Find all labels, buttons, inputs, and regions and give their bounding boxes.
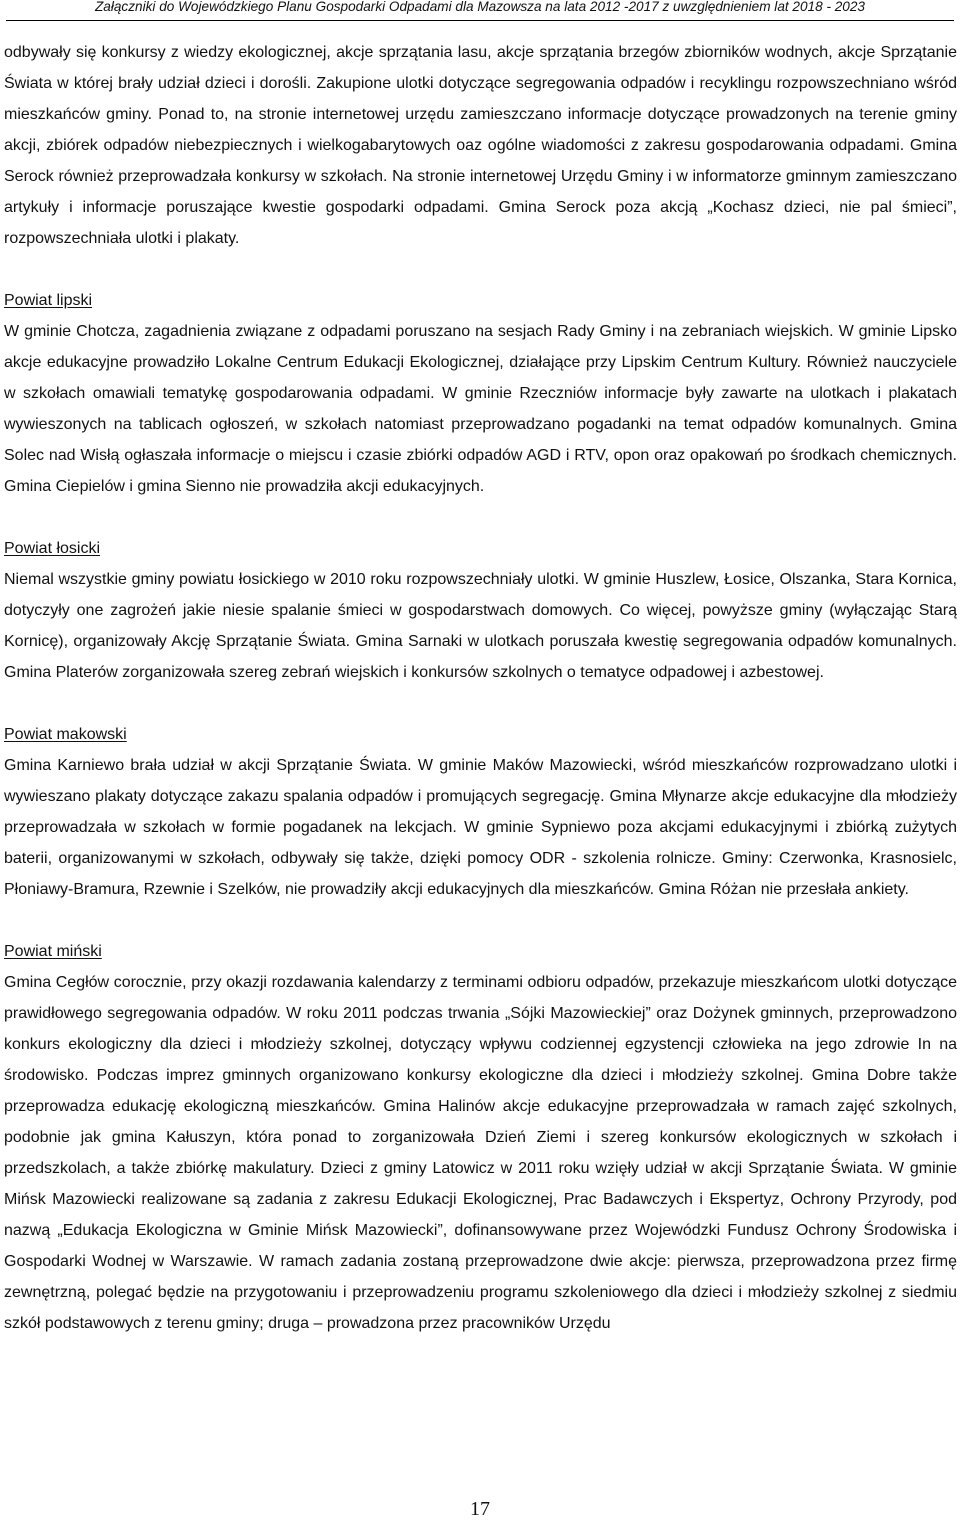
section-heading: Powiat łosicki xyxy=(4,540,101,557)
section-paragraph: Gmina Cegłów corocznie, przy okazji rozdawania kalendarzy z terminami odbioru odpadów, przekazuje mieszkańcom ulotki dotyczące prawidłowego segregowania odpadów. W roku 2011 podczas trwania „Sójki Mazowieckiej” oraz Dożynek gminnych, przeprowadzono konkurs ekologiczny dla dzieci i młodzieży szkolnej, dotyczący wpływu codziennej egzystencji człowieka na jego zdrowie In na środowisko. Podczas imprez gminnych organizowano konkursy ekologiczne dla dzieci i młodzieży szkolnej. Gmina Dobre także przeprowadza edukację ekologiczną mieszkańców. Gmina Halinów akcje edukacyjne przeprowadzała w ramach zajęć szkolnych, podobnie jak gmina Kałuszyn, która ponad to zorganizowała Dzień Ziemi i szereg konkursów ekologicznych w szkołach i przedszkolach, a także zbiórkę makulatury. Dzieci z gminy Latowicz w 2011 roku wzięły udział w akcji Sprzątanie Świata. W gminie Mińsk Mazowiecki realizowane są zadania z zakresu Edukacji Ekologicznej, Prac Badawczych i Ekspertyz, Ochrony Przyrody, pod nazwą „Edukacja Ekologiczna w Gminie Mińsk Mazowiecki”, dofinansowywane przez Wojewódzki Fundusz Ochrony Środowiska i Gospodarki Wodnej w Warszawie. W ramach zadania zostaną przeprowadzone dwie akcje: pierwsza, przeprowadzona przez firmę zewnętrzną, polegać będzie na przygotowaniu i przeprowadzeniu programu szkoleniowego dla dzieci i młodzieży szkolnej z siedmiu szkół podstawowych z terenu gminy; druga – prowadzona przez pracowników Urzędu xyxy=(4,974,957,1332)
section-paragraph: W gminie Chotcza, zagadnienia związane z odpadami poruszano na sesjach Rady Gminy i na zebraniach wiejskich. W gminie Lipsko akcje edukacyjne prowadziło Lokalne Centrum Edukacji Ekologicznej, działające przy Lipskim Centrum Kultury. Również nauczyciele w szkołach omawiali tematykę gospodarowania odpadami. W gminie Rzeczniów informacje były zawarte na ulotkach i plakatach wywieszonych na tablicach ogłoszeń, w szkołach natomiast przeprowadzano pogadanki na temat odpadów komunalnych. Gmina Solec nad Wisłą ogłaszała informacje o miejscu i czasie zbiórki odpadów AGD i RTV, opon oraz opakowań po środkach chemicznych. Gmina Ciepielów i gmina Sienno nie prowadziła akcji edukacyjnych. xyxy=(4,323,957,495)
section-heading: Powiat makowski xyxy=(4,726,127,743)
running-header: Załączniki do Wojewódzkiego Planu Gospodarki Odpadami dla Mazowsza na lata 2012 -2017 z uwzględnieniem lat 2018 - 2023 xyxy=(6,0,954,21)
section-powiat-losicki xyxy=(4,533,957,688)
section-heading: Powiat miński xyxy=(4,943,102,960)
section-powiat-makowski xyxy=(4,719,957,905)
section-powiat-minski xyxy=(4,936,957,1339)
section-powiat-lipski xyxy=(4,285,957,502)
section-paragraph: Gmina Karniewo brała udział w akcji Sprzątanie Świata. W gminie Maków Mazowiecki, wśród mieszkańców rozprowadzano ulotki i wywieszano plakaty dotyczące zakazu spalania odpadów i promujących segregację. Gmina Młynarze akcje edukacyjne dla młodzieży przeprowadzała w szkołach w formie pogadanek na lekcjach. W gminie Sypniewo poza akcjami edukacyjnymi i zbiórką zużytych baterii, organizowanymi w szkołach, odbywały się także, dzięki pomocy ODR - szkolenia rolnicze. Gminy: Czerwonka, Krasnosielc, Płoniawy-Bramura, Rzewnie i Szelków, nie prowadziły akcji edukacyjnych dla mieszkańców. Gmina Różan nie przesłała ankiety. xyxy=(4,757,957,898)
intro-paragraph: odbywały się konkursy z wiedzy ekologicznej, akcje sprzątania lasu, akcje sprzątania brzegów zbiorników wodnych, akcje Sprzątanie Świata w której brały udział dzieci i dorośli. Zakupione ulotki dotyczące segregowania odpadów i recyklingu rozpowszechniano wśród mieszkańców gminy. Ponad to, na stronie internetowej urzędu zamieszczano informacje dotyczące prowadzonych na terenie gminy akcji, zbiórek odpadów niebezpiecznych i wielkogabarytowych oaz ogólne wiadomości z zakresu gospodarowania odpadami. Gmina Serock również przeprowadzała konkursy w szkołach. Na stronie internetowej Urzędu Gminy i w informatorze gminnym zamieszczano artykuły i informacje poruszające kwestie gospodarki odpadami. Gmina Serock poza akcją „Kochasz dzieci, nie pal śmieci”, rozpowszechniała ulotki i plakaty. xyxy=(4,44,957,247)
section-paragraph: Niemal wszystkie gminy powiatu łosickiego w 2010 roku rozpowszechniały ulotki. W gminie Huszlew, Łosice, Olszanka, Stara Kornica, dotyczyły one zagrożeń jakie niesie spalanie śmieci w gospodarstwach domowych. Co więcej, powyższe gminy (wyłączając Starą Kornicę), organizowały Akcję Sprzątanie Świata. Gmina Sarnaki w ulotkach poruszała kwestię segregowania odpadów komunalnych. Gmina Platerów zorganizowała szereg zebrań wiejskich i konkursów szkolnych o tematyce odpadowej i azbestowej. xyxy=(4,571,957,681)
page-number: 17 xyxy=(470,1498,490,1520)
section-heading: Powiat lipski xyxy=(4,292,93,309)
page-body xyxy=(4,37,957,1339)
